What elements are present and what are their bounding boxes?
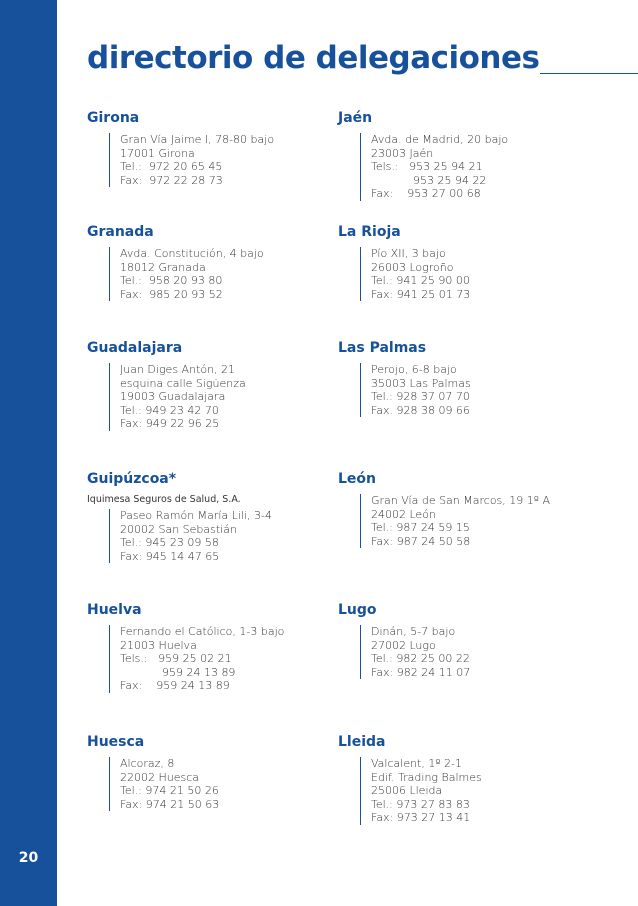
delegation-address — [360, 247, 588, 301]
address-line: Tel.: 973 27 83 83 — [371, 797, 470, 811]
delegation-address — [109, 757, 337, 811]
delegation-entry — [338, 223, 588, 301]
address-line: 17001 Girona — [120, 146, 195, 160]
sidebar-band — [0, 0, 57, 906]
address-line: Avda. Constitución, 4 bajo — [120, 247, 264, 260]
title-rule — [540, 73, 638, 74]
delegation-entry — [87, 223, 337, 301]
delegation-entry — [87, 339, 337, 431]
delegation-address — [109, 509, 337, 563]
address-line: esquina calle Sigüenza — [120, 376, 246, 390]
address-line: Avda. de Madrid, 20 bajo — [371, 133, 509, 146]
address-line: 18012 Granada — [120, 260, 206, 274]
address-line: Tel.: 974 21 50 26 — [120, 784, 219, 798]
address-line: Valcalent, 1º 2-1 — [371, 757, 463, 770]
address-line: Tel.: 949 23 42 70 — [120, 403, 219, 417]
delegation-address — [109, 625, 337, 693]
address-line: 23003 Jaén — [371, 146, 434, 160]
address-line: Gran Vía de San Marcos, 19 1º A — [371, 494, 550, 507]
address-line: Gran Vía Jaime I, 78-80 bajo — [120, 133, 275, 146]
address-line: Perojo, 6-8 bajo — [371, 363, 457, 376]
address-line: Alcoraz, 8 — [120, 757, 175, 770]
delegation-address — [109, 133, 337, 187]
address-line: Dinán, 5-7 bajo — [371, 625, 456, 638]
delegation-address — [109, 363, 337, 431]
address-line: Tel.: 958 20 93 80 — [120, 274, 223, 288]
delegation-address — [360, 133, 588, 201]
delegation-address — [360, 757, 588, 825]
delegation-address — [360, 494, 588, 548]
address-line: Fax: 987 24 50 58 — [371, 534, 471, 548]
address-line: 26003 Logroño — [371, 260, 454, 274]
address-line: Tel.: 928 37 07 70 — [371, 390, 470, 404]
address-line: Juan Diges Antón, 21 — [120, 363, 236, 376]
delegation-name: Guipúzcoa* — [87, 471, 177, 487]
delegation-address — [360, 363, 588, 417]
address-line: Tel.: 941 25 90 00 — [371, 274, 470, 288]
delegation-name: León — [338, 471, 377, 487]
address-line: Fernando el Católico, 1-3 bajo — [120, 625, 285, 638]
delegation-name: Lleida — [338, 734, 386, 750]
delegation-name: Lugo — [338, 602, 377, 618]
delegation-entry — [87, 733, 337, 811]
delegation-address — [109, 247, 337, 301]
delegation-name: Girona — [87, 110, 140, 126]
delegation-name: Guadalajara — [87, 340, 183, 356]
delegation-entry — [338, 601, 588, 679]
delegation-company: Iquimesa Seguros de Salud, S.A. — [87, 494, 241, 505]
address-line: Tel.: 972 20 65 45 — [120, 160, 223, 174]
delegation-entry — [87, 470, 337, 563]
address-line: 953 25 94 22 — [371, 173, 487, 187]
address-line: 20002 San Sebastián — [120, 522, 237, 536]
delegation-address — [360, 625, 588, 679]
address-line: Tel.: 987 24 59 15 — [371, 521, 470, 535]
address-line: Tels.: 959 25 02 21 — [120, 652, 232, 666]
address-line: Fax. 928 38 09 66 — [371, 403, 471, 417]
page-title: directorio de delegaciones — [87, 40, 540, 76]
delegation-name: Huelva — [87, 602, 142, 618]
delegation-entry — [338, 109, 588, 201]
address-line: Fax: 953 27 00 68 — [371, 187, 481, 201]
delegation-name: La Rioja — [338, 224, 401, 240]
address-line: Pío XII, 3 bajo — [371, 247, 446, 260]
delegation-name: Jaén — [338, 110, 373, 126]
address-line: 22002 Huesca — [120, 770, 200, 784]
address-line: Fax: 945 14 47 65 — [120, 549, 220, 563]
delegation-entry — [87, 109, 337, 187]
page-number: 20 — [18, 850, 39, 866]
address-line: 35003 Las Palmas — [371, 376, 471, 390]
delegation-entry — [87, 601, 337, 693]
delegation-name: Granada — [87, 224, 154, 240]
address-line: Fax: 949 22 96 25 — [120, 417, 220, 431]
address-line: Fax: 985 20 93 52 — [120, 287, 223, 301]
address-line: Paseo Ramón María Lili, 3-4 — [120, 509, 272, 522]
address-line: Fax: 982 24 11 07 — [371, 665, 471, 679]
address-line: Tel.: 982 25 00 22 — [371, 652, 470, 666]
address-line: 19003 Guadalajara — [120, 390, 226, 404]
delegation-entry — [338, 339, 588, 417]
delegation-entry — [338, 733, 588, 825]
address-line: Fax: 959 24 13 89 — [120, 679, 230, 693]
address-line: 27002 Lugo — [371, 638, 436, 652]
address-line: Edif. Trading Balmes — [371, 770, 482, 784]
address-line: Fax: 941 25 01 73 — [371, 287, 471, 301]
delegation-entry — [338, 470, 588, 548]
address-line: Fax: 973 27 13 41 — [371, 811, 471, 825]
address-line: Fax: 972 22 28 73 — [120, 173, 223, 187]
address-line: 21003 Huelva — [120, 638, 197, 652]
address-line: Tel.: 945 23 09 58 — [120, 536, 219, 550]
address-line: 25006 Lleida — [371, 784, 443, 798]
delegation-name: Las Palmas — [338, 340, 427, 356]
address-line: 959 24 13 89 — [120, 665, 236, 679]
address-line: 24002 León — [371, 507, 436, 521]
delegation-name: Huesca — [87, 734, 145, 750]
address-line: Fax: 974 21 50 63 — [120, 797, 220, 811]
address-line: Tels.: 953 25 94 21 — [371, 160, 483, 174]
